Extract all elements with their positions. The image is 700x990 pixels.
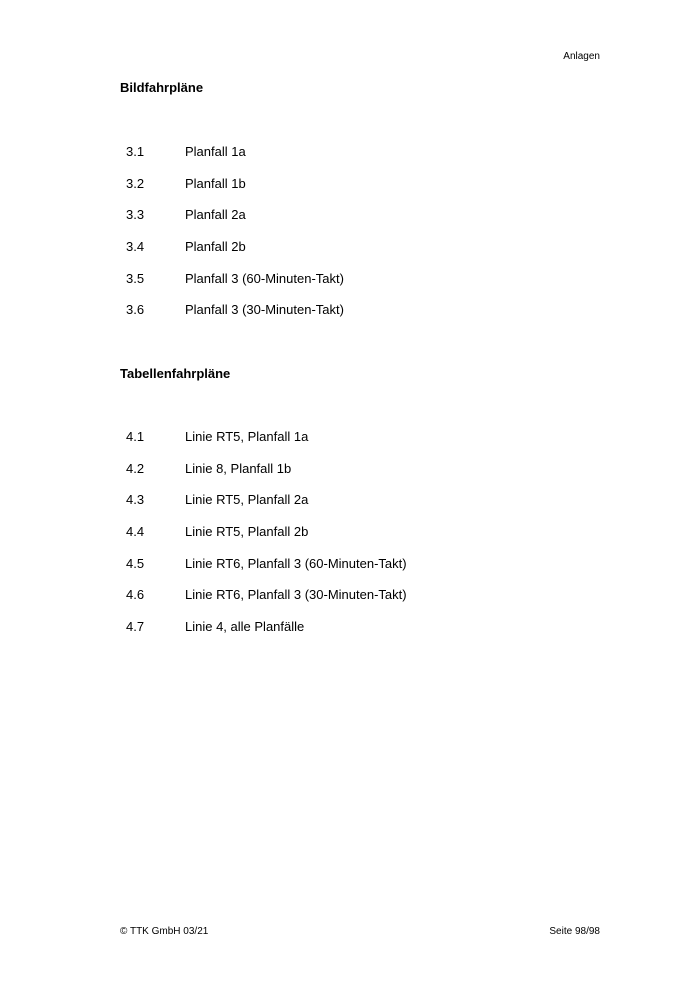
entry-title: Planfall 1a — [185, 144, 246, 159]
entry-title: Planfall 1b — [185, 175, 246, 191]
list-item — [126, 524, 407, 556]
list-item — [126, 429, 407, 461]
section-heading-bildfahrplaene: Bildfahrpläne — [120, 80, 204, 95]
list-item — [126, 587, 407, 619]
list-item — [126, 556, 407, 588]
entry-title: Linie RT6, Planfall 3 (60-Minuten-Takt) — [185, 555, 407, 571]
entry-title: Planfall 3 (30-Minuten-Takt) — [185, 302, 344, 318]
entry-number: 4.7 — [126, 619, 145, 635]
entry-number: 4.4 — [126, 524, 145, 540]
entry-number: 3.5 — [126, 270, 145, 286]
entry-title: Linie RT6, Planfall 3 (30-Minuten-Takt) — [185, 587, 407, 603]
entry-title: Linie RT5, Planfall 1a — [185, 429, 309, 444]
entry-number: 3.1 — [126, 144, 145, 159]
list-item — [126, 619, 407, 651]
list-item — [126, 176, 344, 208]
entry-number: 3.6 — [126, 302, 145, 318]
entry-number: 3.2 — [126, 175, 145, 191]
page-header-label: Anlagen — [563, 51, 600, 62]
entry-title: Linie 8, Planfall 1b — [185, 460, 292, 476]
entry-title: Planfall 2a — [185, 207, 246, 223]
list-item — [126, 461, 407, 493]
entry-number: 4.3 — [126, 492, 145, 508]
entry-number: 4.2 — [126, 460, 145, 476]
entry-title: Linie RT5, Planfall 2b — [185, 524, 309, 540]
entry-number: 4.5 — [126, 555, 145, 571]
entry-number: 3.4 — [126, 239, 145, 255]
list-item — [126, 302, 344, 334]
list-item — [126, 207, 344, 239]
list-item — [126, 271, 344, 303]
list-item — [126, 239, 344, 271]
footer-copyright: © TTK GmbH 03/21 — [120, 926, 209, 937]
footer-page-number: Seite 98/98 — [549, 926, 600, 937]
entry-number: 4.1 — [126, 429, 145, 444]
list-item — [126, 144, 344, 176]
entry-title: Planfall 2b — [185, 239, 246, 255]
entry-title: Planfall 3 (60-Minuten-Takt) — [185, 270, 344, 286]
entry-title: Linie 4, alle Planfälle — [185, 619, 305, 635]
entry-number: 4.6 — [126, 587, 145, 603]
entry-title: Linie RT5, Planfall 2a — [185, 492, 309, 508]
entry-list-bildfahrplaene — [126, 144, 344, 334]
section-heading-tabellenfahrplaene: Tabellenfahrpläne — [120, 366, 231, 381]
list-item — [126, 492, 407, 524]
entry-number: 3.3 — [126, 207, 145, 223]
entry-list-tabellenfahrplaene — [126, 429, 407, 651]
